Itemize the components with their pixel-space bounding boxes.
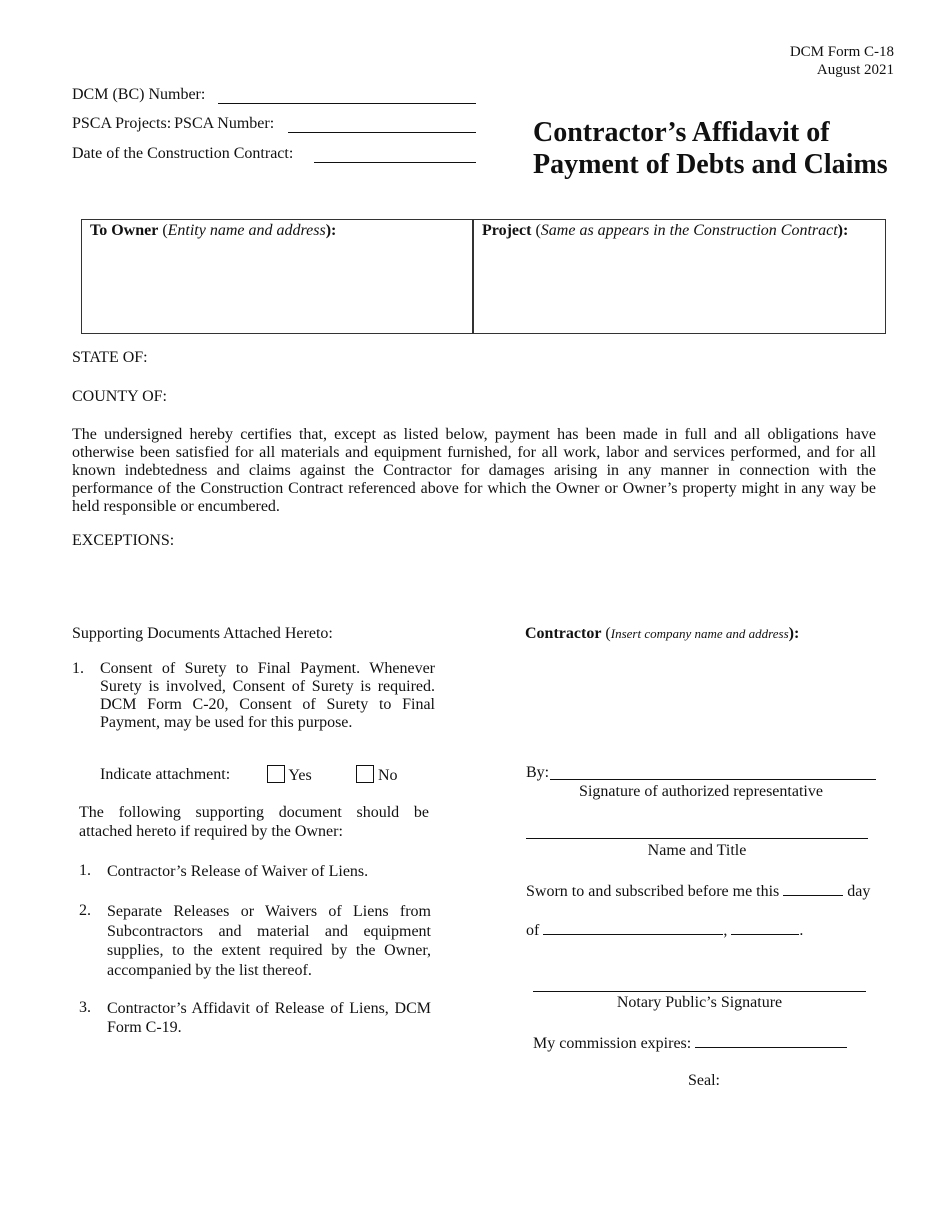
commission-line[interactable] <box>695 1033 847 1048</box>
list-item-num: 2. <box>79 902 91 919</box>
indicate-attachment-label: Indicate attachment: <box>100 766 231 783</box>
signature-line[interactable] <box>550 765 876 780</box>
contractor-label-close: ): <box>788 625 800 642</box>
contractor-label-open: ( <box>601 625 611 642</box>
psca-number-field[interactable] <box>72 115 274 133</box>
contractor-label-bold: Contractor <box>525 625 602 642</box>
project-label-italic: Same as appears in the Construction Contract <box>540 222 838 239</box>
list-item <box>79 862 431 881</box>
of-label: of <box>526 922 540 939</box>
supporting-item-1-text: Consent of Surety to Final Payment. Whenever Surety is involved, Consent of Surety is required. DCM Form C-20, Consent of Surety to Final Payment, may be used for this purpose. <box>100 660 435 731</box>
notary-caption: Notary Public’s Signature <box>616 994 783 1011</box>
name-title-caption: Name and Title <box>647 842 747 859</box>
day-label: day <box>847 883 871 900</box>
project-label-close: ): <box>837 222 849 239</box>
contract-date-label: Date of the Construction Contract: <box>72 145 294 162</box>
title-line-2: Payment of Debts and Claims <box>533 149 888 180</box>
comma: , <box>723 922 728 939</box>
sworn-day-line[interactable] <box>783 881 843 896</box>
page-title <box>533 117 888 181</box>
dcm-number-line[interactable] <box>218 89 476 104</box>
year-line[interactable] <box>731 920 799 935</box>
contract-date-line[interactable] <box>314 148 476 163</box>
exceptions-label: EXCEPTIONS: <box>72 532 175 549</box>
owner-box-label <box>90 222 473 240</box>
list-item-num: 3. <box>79 999 91 1016</box>
title-line-1: Contractor’s Affidavit of <box>533 117 830 148</box>
period: . <box>799 922 804 939</box>
no-label: No <box>378 767 398 784</box>
notary-signature-line[interactable] <box>533 977 866 992</box>
owner-label-open: ( <box>158 222 168 239</box>
dcm-number-label: DCM (BC) Number: <box>72 86 206 103</box>
of-row <box>526 920 803 940</box>
form-id: DCM Form C-18 <box>789 44 894 60</box>
psca-prefix: PSCA Projects: <box>72 115 172 132</box>
month-line[interactable] <box>543 920 723 935</box>
contractor-label <box>525 625 799 643</box>
contractor-label-italic: Insert company name and address <box>610 626 789 641</box>
psca-number-label: PSCA Number: <box>174 115 275 132</box>
commission-label: My commission expires: <box>533 1035 692 1052</box>
project-label-open: ( <box>531 222 541 239</box>
commission-row <box>533 1033 847 1053</box>
name-title-line[interactable] <box>526 824 868 839</box>
certification-text: The undersigned hereby certifies that, except as listed below, payment has been made in full and all obligations have otherwise been satisfied for all materials and equipment furnished, for all work, labor and services performed, and for all known indebtedness and claims against the Contractor for damages arising in any manner in connection with the performance of the Construction Contract referenced above for which the Owner or Owner’s property might in any way be held responsible or encumbered. <box>72 426 876 515</box>
no-checkbox-group[interactable] <box>356 765 398 785</box>
form-date: August 2021 <box>816 62 894 78</box>
list-item-text: Contractor’s Release of Waiver of Liens. <box>107 863 369 880</box>
list-item-text: Contractor’s Affidavit of Release of Liens, DCM Form C-19. <box>107 1000 431 1036</box>
signature-caption: Signature of authorized representative <box>579 783 823 800</box>
yes-checkbox[interactable] <box>267 765 285 783</box>
project-label-bold: Project <box>482 222 532 239</box>
project-box[interactable] <box>472 219 886 334</box>
dcm-number-field[interactable] <box>72 86 205 104</box>
owner-label-close: ): <box>325 222 337 239</box>
county-label: COUNTY OF: <box>72 388 167 405</box>
list-item <box>79 999 431 1037</box>
state-label: STATE OF: <box>72 349 148 366</box>
yes-checkbox-group[interactable] <box>267 765 312 785</box>
psca-number-line[interactable] <box>288 118 476 133</box>
seal-label: Seal: <box>688 1072 720 1089</box>
yes-label: Yes <box>288 767 312 784</box>
list-item-text: Separate Releases or Waivers of Liens from Subcontractors and material and equipment supplies, to the extent required by the Owner, accompanied by the list thereof. <box>107 903 431 979</box>
owner-box[interactable] <box>81 219 474 334</box>
supporting-item-1-num: 1. <box>72 660 84 677</box>
by-label: By: <box>526 764 550 781</box>
no-checkbox[interactable] <box>356 765 374 783</box>
contract-date-field[interactable] <box>72 145 293 163</box>
sworn-row <box>526 881 870 901</box>
project-box-label <box>482 222 885 240</box>
supporting-heading: Supporting Documents Attached Hereto: <box>72 625 333 642</box>
owner-label-bold: To Owner <box>90 222 159 239</box>
list-item <box>79 902 431 980</box>
following-text: The following supporting document should be attached hereto if required by the Owner: <box>79 804 429 840</box>
owner-label-italic: Entity name and address <box>167 222 326 239</box>
sworn-text: Sworn to and subscribed before me this <box>526 883 780 900</box>
list-item-num: 1. <box>79 862 91 879</box>
